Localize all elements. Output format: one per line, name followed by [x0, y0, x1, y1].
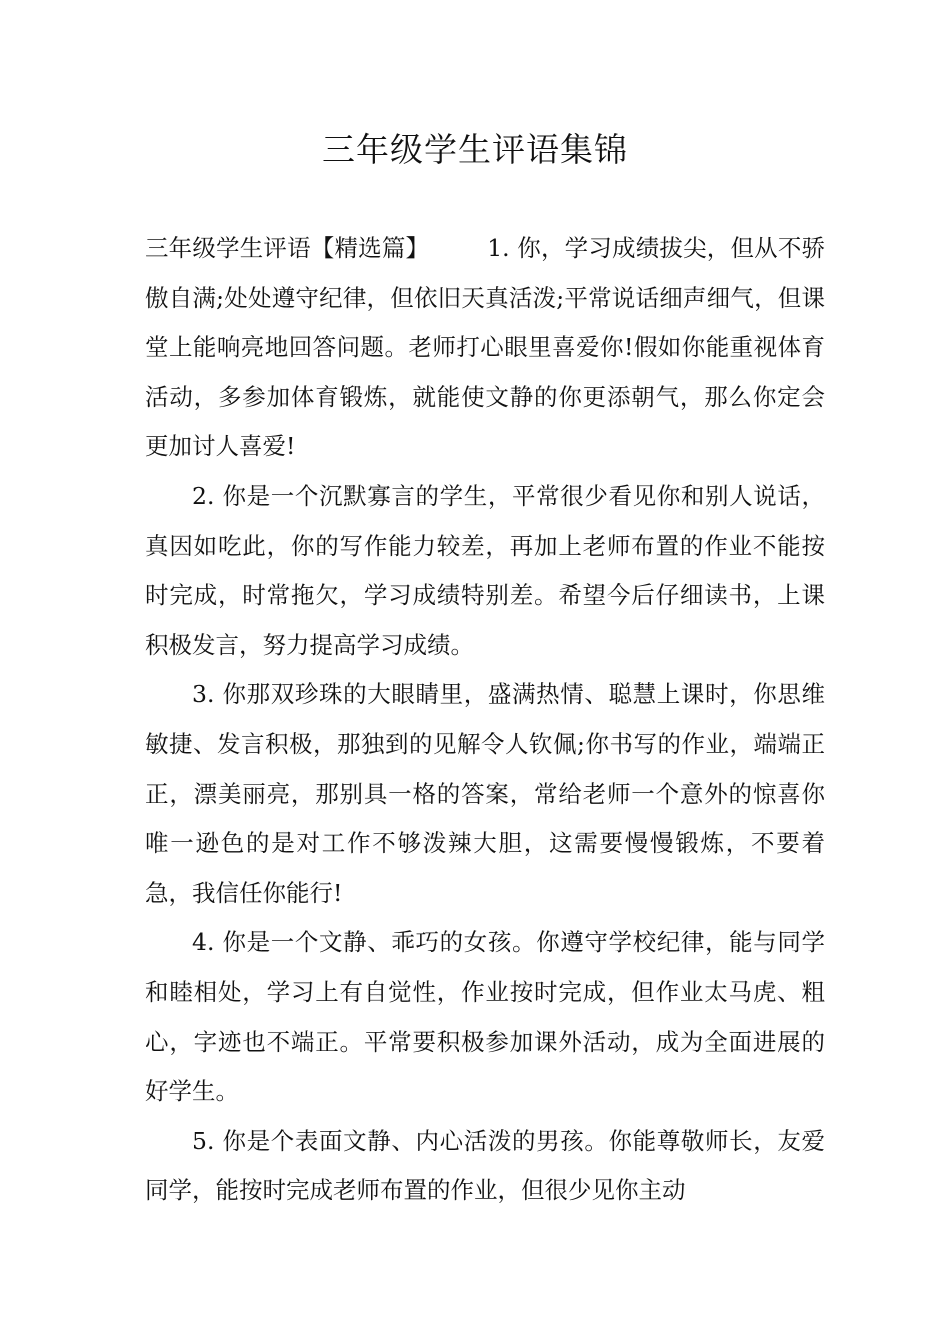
- paragraph-5: 5. 你是个表面文静、内心活泼的男孩。你能尊敬师长，友爱同学，能按时完成老师布置的作业，但很少见你主动: [145, 1126, 825, 1205]
- intro-label: 三年级学生评语【精选篇】: [145, 234, 430, 262]
- paragraph-3: 3. 你那双珍珠的大眼睛里，盛满热情、聪慧上课时，你思维敏捷、发言积极，那独到的见解令人钦佩;你书写的作业，端端正正，漂美丽亮，那别具一格的答案，常给老师一个意外的惊喜你唯一逊色的是对工作不够泼辣大胆，这需要慢慢锻炼，不要着急，我信任你能行!: [145, 680, 825, 907]
- comment-1-text: 1. 你，学习成绩拔尖，但从不骄傲自满;处处遵守纪律，但依旧天真活泼;平常说话细声细气，但课堂上能响亮地回答问题。老师打心眼里喜爱你!假如你能重视体育活动，多参加体育锻炼，就能使文静的你更添朝气，那么你定会更加讨人喜爱!: [145, 234, 825, 461]
- paragraph-2: 2. 你是一个沉默寡言的学生，平常很少看见你和别人说话，真因如吃此，你的写作能力较差，再加上老师布置的作业不能按时完成，时常拖欠，学习成绩特别差。希望今后仔细读书，上课积极发言，努力提高学习成绩。: [145, 481, 825, 659]
- document-title: 三年级学生评语集锦: [322, 130, 628, 169]
- paragraph-1: [145, 224, 825, 472]
- paragraph-4: 4. 你是一个文静、乖巧的女孩。你遵守学校纪律，能与同学和睦相处，学习上有自觉性，作业按时完成，但作业太马虎、粗心，字迹也不端正。平常要积极参加课外活动，成为全面进展的好学生。: [145, 928, 825, 1106]
- document-body: [145, 224, 825, 1216]
